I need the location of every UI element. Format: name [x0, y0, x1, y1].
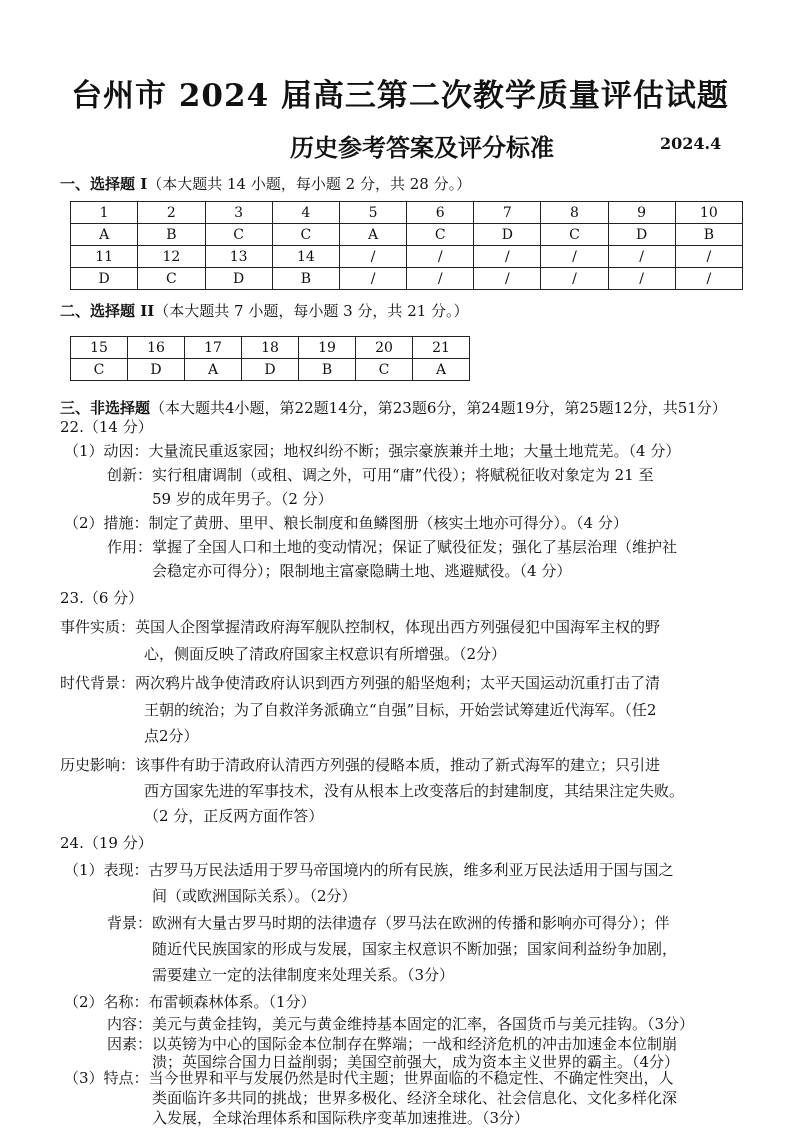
section1-cell: C — [272, 224, 339, 246]
q23-background-cont: 王朝的统治；为了自救洋务派确立“自强”目标，开始尝试筹建近代海军。（任2 — [144, 701, 657, 719]
section1-cell: A — [71, 224, 138, 246]
section1-title: 一、选择题 I — [60, 175, 148, 193]
section2-cell: A — [413, 359, 470, 381]
section2-cell: 19 — [299, 337, 356, 359]
section2-cell: 15 — [71, 337, 128, 359]
section3-note: （本大题共4小题，第22题14分，第23题6分，第24题19分，第25题12分，共51分） — [150, 399, 727, 417]
section1-cell: / — [340, 246, 407, 268]
section2-cell: 17 — [185, 337, 242, 359]
section1-cell: B — [272, 268, 339, 290]
q24-heading: 24.（19 分） — [60, 834, 153, 852]
q23-essence-cont: 心，侧面反映了清政府国家主权意识有所增强。（2分） — [144, 645, 507, 663]
section1-cell: 2 — [138, 202, 205, 224]
q24-1-background-cont: 随近代民族国家的形成与发展，国家主权意识不断加强；国家间利益纷争加剧， — [152, 940, 678, 958]
section1-cell: / — [675, 268, 742, 290]
section1-cell: 11 — [71, 246, 138, 268]
section1-cell: D — [205, 268, 272, 290]
section1-cell: 8 — [541, 202, 608, 224]
page-title: 台州市 2024 届高三第二次教学质量评估试题 — [71, 78, 729, 114]
section1-cell: C — [138, 268, 205, 290]
section1-cell: 12 — [138, 246, 205, 268]
section2-cell: 16 — [128, 337, 185, 359]
section3-heading — [60, 397, 727, 418]
section1-heading — [60, 173, 471, 194]
section2-note: （本大题共 7 小题，每小题 3 分，共 21 分。） — [154, 302, 469, 320]
q24-1-manifestation-cont: 间（或欧洲国际关系）。（2分） — [152, 887, 357, 905]
section1-cell: / — [675, 246, 742, 268]
section2-cell: 20 — [356, 337, 413, 359]
q24-1-background: 背景：欧洲有大量古罗马时期的法律遗存（罗马法在欧洲的传播和影响亦可得分）；伴 — [107, 914, 670, 932]
section1-cell: / — [541, 246, 608, 268]
q23-essence: 事件实质：英国人企图掌握清政府海军舰队控制权，体现出西方列强侵犯中国海军主权的野 — [60, 618, 661, 636]
section1-cell: / — [340, 268, 407, 290]
section2-title: 二、选择题 II — [60, 302, 155, 320]
section1-cell: 7 — [474, 202, 541, 224]
q22-2-measures: （2）措施：制定了黄册、里甲、粮长制度和鱼鳞图册（核实土地亦可得分）。（4 分） — [64, 514, 628, 532]
section1-row — [71, 224, 743, 246]
section1-cell: / — [608, 246, 675, 268]
section1-row — [71, 202, 743, 224]
section1-cell: C — [407, 224, 474, 246]
section2-cell: 18 — [242, 337, 299, 359]
q22-2-effect: 作用：掌握了全国人口和土地的变动情况；保证了赋役征发；强化了基层治理（维护社 — [107, 538, 678, 556]
choice-answer-table-2 — [70, 336, 470, 381]
section1-cell: 13 — [205, 246, 272, 268]
q22-2-effect-cont: 会稳定亦可得分）；限制地主富豪隐瞒土地、逃避赋役。（4 分） — [152, 562, 572, 580]
q23-impact-cont: 西方国家先进的军事技术，没有从根本上改变落后的封建制度，其结果注定失败。 — [144, 782, 685, 800]
page-subtitle: 历史参考答案及评分标准 — [290, 133, 554, 162]
q22-1-motive: （1）动因：大量流民重返家园；地权纠纷不断；强宗豪族兼并土地；大量土地荒芜。（4 分） — [64, 442, 681, 460]
section1-cell: / — [474, 268, 541, 290]
q24-2-factors: 因素：以英镑为中心的国际金本位制存在弊端；一战和经济危机的冲击加速金本位制崩 — [107, 1035, 678, 1053]
q22-heading: 22.（14 分） — [60, 418, 153, 436]
q23-impact-cont2: （2 分，正反两方面作答） — [144, 807, 324, 825]
section1-cell: D — [608, 224, 675, 246]
section2-cell: C — [356, 359, 413, 381]
section2-cell: 21 — [413, 337, 470, 359]
q24-3-features: （3）特点：当今世界和平与发展仍然是时代主题；世界面临的不稳定性、不确定性突出，人 — [64, 1069, 674, 1087]
section1-cell: 4 — [272, 202, 339, 224]
q24-2-name: （2）名称：布雷顿森林体系。（1分） — [64, 993, 316, 1011]
section1-note: （本大题共 14 小题，每小题 2 分，共 28 分。） — [147, 175, 472, 193]
q24-2-factors-cont: 溃；英国综合国力日益削弱；美国空前强大，成为资本主义世界的霸主。（4分） — [152, 1053, 680, 1071]
section1-cell: C — [205, 224, 272, 246]
section1-cell: A — [340, 224, 407, 246]
section1-cell: B — [138, 224, 205, 246]
q24-2-content: 内容：美元与黄金挂钩，美元与黄金维持基本固定的汇率，各国货币与美元挂钩。（3分） — [107, 1015, 695, 1033]
q23-impact: 历史影响：该事件有助于清政府认清西方列强的侵略本质，推动了新式海军的建立；只引进 — [60, 756, 661, 774]
section2-cell: D — [242, 359, 299, 381]
q23-background: 时代背景：两次鸦片战争使清政府认识到西方列强的船坚炮利；太平天国运动沉重打击了清 — [60, 674, 661, 692]
section1-cell: B — [675, 224, 742, 246]
q23-background-cont2: 点2分） — [144, 727, 199, 745]
choice-answer-table-1 — [70, 201, 743, 290]
exam-date: 2024.4 — [660, 134, 722, 153]
section2-cell: D — [128, 359, 185, 381]
section2-row — [71, 359, 470, 381]
section1-row — [71, 246, 743, 268]
section3-title: 三、非选择题 — [60, 399, 151, 417]
section1-cell: / — [407, 268, 474, 290]
section2-cell: C — [71, 359, 128, 381]
section1-cell: 5 — [340, 202, 407, 224]
section1-cell: C — [541, 224, 608, 246]
q23-heading: 23.（6 分） — [60, 589, 144, 607]
section1-cell: 1 — [71, 202, 138, 224]
q24-1-background-cont2: 需要建立一定的法律制度来处理关系。（3分） — [152, 966, 455, 984]
section1-cell: 10 — [675, 202, 742, 224]
section1-cell: / — [407, 246, 474, 268]
section1-cell: / — [474, 246, 541, 268]
q24-1-manifestation: （1）表现：古罗马万民法适用于罗马帝国境内的所有民族，维多利亚万民法适用于国与国之 — [64, 861, 674, 879]
section1-row — [71, 268, 743, 290]
q22-1-innovation: 创新：实行租庸调制（或租、调之外，可用“庸”代役）；将赋税征收对象定为 21 至 — [107, 466, 654, 484]
section2-heading — [60, 300, 469, 321]
q24-3-features-cont2: 入发展，全球治理体系和国际秩序变革加速推进。（3分） — [152, 1109, 530, 1127]
section1-cell: D — [71, 268, 138, 290]
section1-cell: / — [541, 268, 608, 290]
section1-cell: 9 — [608, 202, 675, 224]
section1-cell: / — [608, 268, 675, 290]
section1-cell: 3 — [205, 202, 272, 224]
section1-cell: 6 — [407, 202, 474, 224]
q22-1-innovation-cont: 59 岁的成年男子。（2 分） — [152, 490, 333, 508]
section2-row — [71, 337, 470, 359]
section2-cell: A — [185, 359, 242, 381]
q24-3-features-cont: 类面临许多共同的挑战；世界多极化、经济全球化、社会信息化、文化多样化深 — [152, 1089, 678, 1107]
section1-cell: D — [474, 224, 541, 246]
section2-cell: B — [299, 359, 356, 381]
section1-cell: 14 — [272, 246, 339, 268]
